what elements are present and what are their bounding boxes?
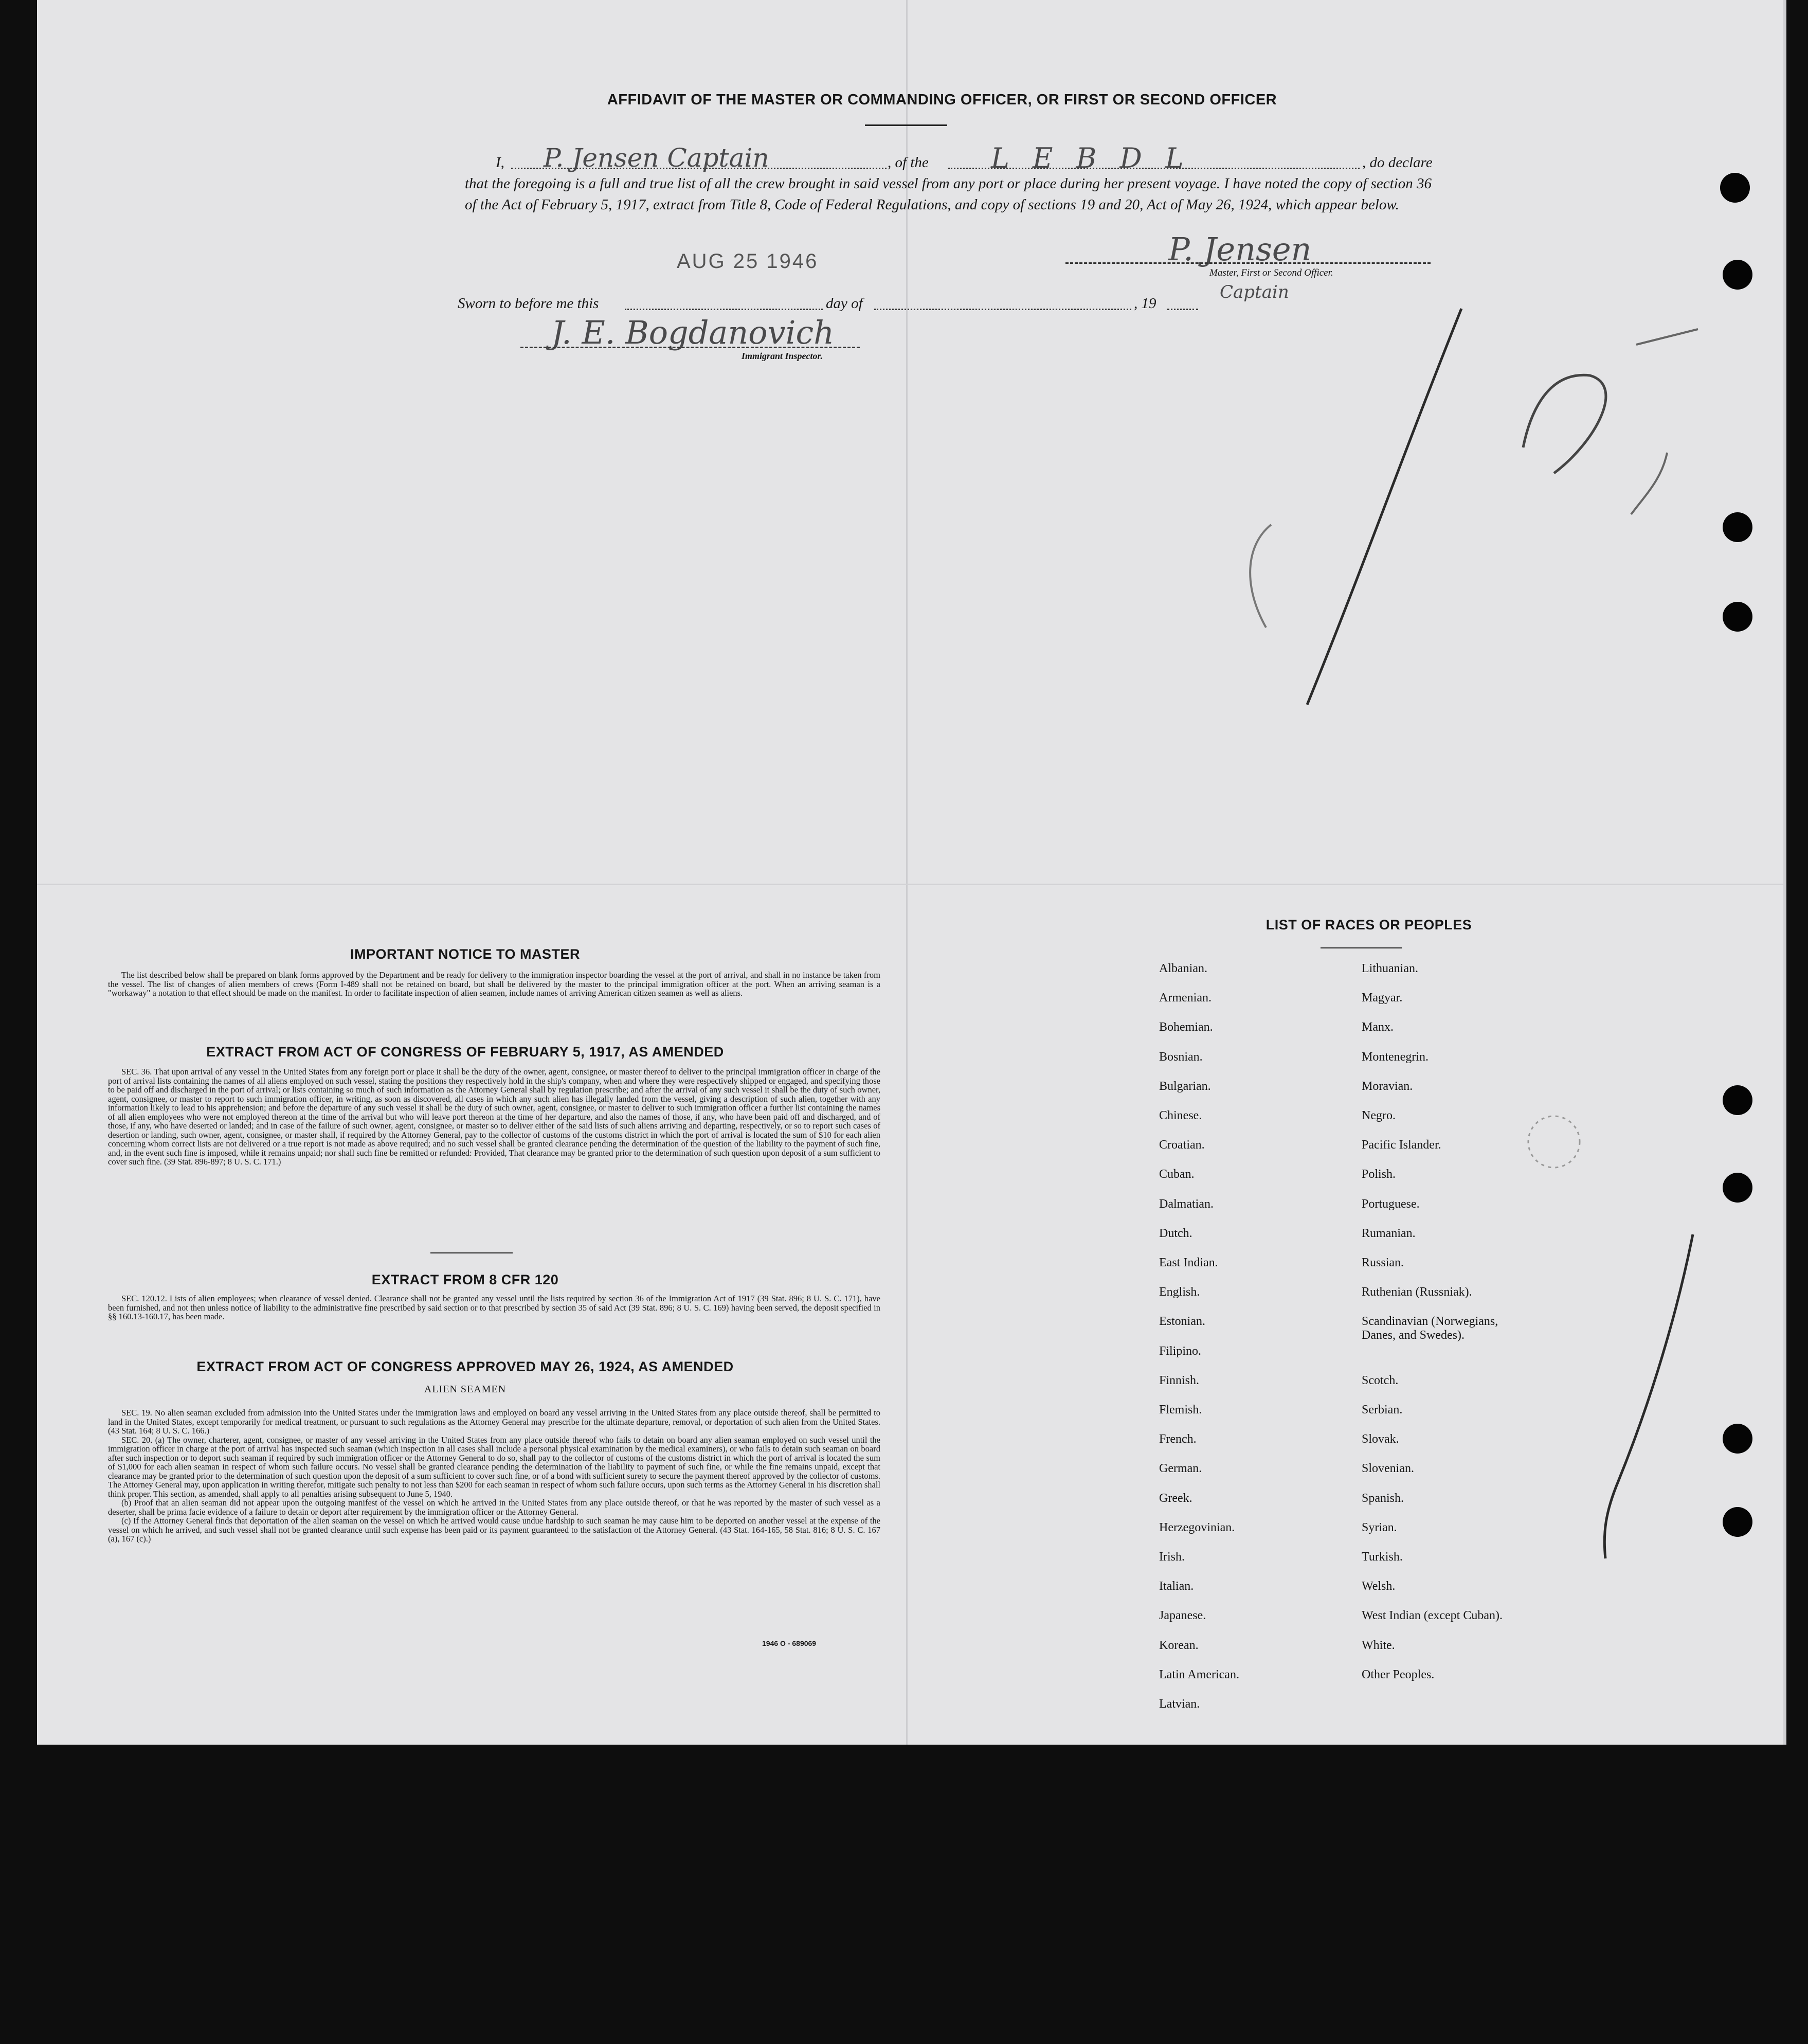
race-item: Italian. [1159,1580,1194,1593]
race-item: Ruthenian (Russniak). [1362,1285,1472,1299]
race-item: Portuguese. [1362,1197,1420,1211]
pen-stroke-1 [1307,309,1461,705]
pen-stroke-5 [1604,1234,1693,1558]
race-item: Turkish. [1362,1550,1403,1564]
pen-stroke-4 [1631,329,1698,514]
pen-stroke-3 [1523,375,1606,473]
race-item: Scotch. [1362,1373,1399,1387]
race-item: Russian. [1362,1256,1404,1269]
race-item: Montenegrin. [1362,1050,1429,1064]
handwritten-annotations [37,0,1783,1745]
races-title: LIST OF RACES OR PEOPLES [1265,917,1472,933]
race-item: Scandinavian (Norwegians, Danes, and Swedes). [1362,1315,1498,1342]
race-item: Herzegovinian. [1159,1520,1235,1534]
race-item: Moravian. [1362,1079,1413,1093]
race-item: Finnish. [1159,1373,1200,1387]
race-item: Filipino. [1159,1344,1202,1358]
year-label: , 19 [1134,295,1156,312]
race-item: West Indian (except Cuban). [1362,1609,1503,1623]
race-item: Bulgarian. [1159,1079,1211,1093]
print-code: 1946 O - 689069 [762,1639,817,1647]
officer-signature: P. Jensen [1168,230,1312,268]
race-item: Magyar. [1362,991,1403,1005]
punch-hole [1723,1085,1752,1115]
race-item: Rumanian. [1362,1226,1416,1240]
pen-stroke-2 [1250,525,1271,627]
do-declare-label: , do declare [1362,154,1433,171]
race-item: English. [1159,1285,1200,1299]
race-item: Croatian. [1159,1138,1205,1152]
i-label: I, [496,154,504,171]
race-item: Latvian. [1159,1697,1200,1711]
race-item: Flemish. [1159,1403,1202,1417]
inspector-label: Immigrant Inspector. [742,351,823,361]
race-item: Estonian. [1159,1315,1205,1329]
race-item: Bohemian. [1159,1020,1213,1034]
punch-hole [1723,602,1752,632]
punch-hole [1723,1173,1752,1203]
extract-1924-title: EXTRACT FROM ACT OF CONGRESS APPROVED MAY 26, 1924, AS AMENDED [196,1359,734,1374]
race-item: Korean. [1159,1638,1199,1652]
affidavit-body: that the foregoing is a full and true list of all the crew brought in said vessel from any port or place during her present voyage. I have noted the copy of section 36 of the Act of February 5, 1917, extract from Title 8, Code of Federal Regulations, and copy of sections 19 and 20, Act of May 26, 1924, which appear below. [465,175,1432,213]
race-item: Greek. [1159,1491,1192,1505]
race-item: Cuban. [1159,1168,1195,1181]
extract-1917-title: EXTRACT FROM ACT OF CONGRESS OF FEBRUARY 5, 1917, AS AMENDED [206,1044,724,1060]
extract-1924-text: SEC. 19. No alien seaman excluded from admission into the United States under the immigration laws and employed on board any vessel arriving in the United States from any place outside thereof, shall be permitted to land in the United States, except temporarily for medical treatment, or pursuant to such regulations as the Attorney General may prescribe for the ultimate departure, removal, or deportation of such alien from the United States. (43 Stat. 164; 8 U. S. C. 166.) SEC. 20. (a) The owner, charterer, agent, consignee, or master of any vessel arriving in the United States from any place outside thereof who fails to detain on board any alien seaman employed on such vessel until the immigration officer in charge at the port of arrival has inspected such seaman (which inspection in all cases shall include a personal physical examination by the medical examiners), or who fails to detain such seaman on board after such inspection or to deport such seaman if required by such immigration officer or the Attorney General to do so, shall pay to the collector of customs of the customs district in which the port of arrival is located the sum of $1,000 for each alien seaman in respect of whom such failure occurs. No vessel shall be granted clearance pending the determination of the liability to payment of such fine, or while the fine remains unpaid, except that clearance may be granted prior to the determination of such question upon the deposit of a sum sufficient to cover such fine, or of a bond with sufficient surety to secure the payment thereof approved by the collector of customs. The Attorney General may, upon application in writing therefor, mitigate such penalty to not less than $200 for each seaman in respect of whom such failure occurs, upon such terms as the Attorney General in his discretion shall think proper. This section, as amended, shall apply to all penalties arising subsequent to June 5, 1940. (b) Proof that an alien seaman did not appear upon the outgoing manifest of the vessel on which he arrived in the United States from any place outside thereof, or that he was reported by the master of such vessel as a deserter, shall be prima facie evidence of a failure to detain or deport after requirement by the immigration officer or the Attorney General. (c) If the Attorney General finds that deportation of the alien seaman on the vessel on which he arrived would cause undue hardship to such seaman he may cause him to be deported on another vessel at the expense of the vessel on which he arrived, and such vessel shall not be granted clearance until such expense has been paid or its payment guaranteed to the satisfaction of the Attorney General. (43 Stat. 164-165, 58 Stat. 816; 8 U. S. C. 167 (a), 167 (c).) [108,1408,880,1544]
race-item: Irish. [1159,1550,1185,1564]
date-stamp: AUG 25 1946 [677,250,819,273]
race-item: Chinese. [1159,1109,1202,1122]
captain-name-handwritten: P. Jensen Captain [544,143,769,173]
punch-hole [1723,512,1752,542]
notice-text: The list described below shall be prepared on blank forms approved by the Department and be ready for delivery to the immigration inspector boarding the vessel at the port of arrival, and shall in no instance be taken from the vessel. The list of changes of alien members of crews (Form I-489 shall not be retained on board, but shall be delivered by the master to the principal immigration officer at the port. When an arriving seaman is a "workaway" a notation to that effect should be made on the manifest. In order to facilitate inspection of alien seamen, include names of arriving American citizen seamen as well as aliens. [108,970,880,998]
vessel-name-handwritten: L E B D L [991,142,1191,174]
race-item: Japanese. [1159,1609,1206,1623]
race-item: Slovak. [1362,1432,1399,1446]
punch-hole [1723,1507,1752,1537]
race-item: Serbian. [1362,1403,1403,1417]
race-item: French. [1159,1432,1197,1446]
manifest-page [37,0,1786,1745]
inspector-signature: J. E. Bogdanovich [551,314,835,351]
day-of-label: day of [826,295,863,312]
punch-hole [1723,1424,1752,1454]
race-item: Negro. [1362,1109,1396,1122]
notice-title: IMPORTANT NOTICE TO MASTER [350,946,580,962]
race-item: Armenian. [1159,991,1212,1005]
alien-seamen-subtitle: ALIEN SEAMEN [424,1384,507,1395]
of-the-label: , of the [888,154,929,171]
race-item: Dutch. [1159,1226,1192,1240]
race-item: German. [1159,1462,1202,1476]
punch-hole [1723,260,1752,290]
extract-cfr-text: SEC. 120.12. Lists of alien employees; when clearance of vessel denied. Clearance shall not be granted any vessel until the lists required by section 36 of the Immigration Act of 1917 (39 Stat. 896; 8 U. S. C. 171), have been furnished, and not then unless notice of liability to the administrative fine prescribed by said section or to that prescribed by section 35 of said Act (39 Stat. 896; 8 U. S. C. 169) having been served, the deposit specified in §§ 160.13-160.17, has been made. [108,1294,880,1321]
faint-seal [1528,1116,1580,1168]
race-item: Latin American. [1159,1668,1239,1681]
race-item: Pacific Islander. [1362,1138,1441,1152]
race-item: Other Peoples. [1362,1668,1435,1681]
race-item: Bosnian. [1159,1050,1203,1064]
extract-cfr-title: EXTRACT FROM 8 CFR 120 [371,1272,559,1287]
officer-label: Master, First or Second Officer. [1209,267,1333,278]
race-item: Lithuanian. [1362,962,1418,975]
race-item: Slovenian. [1362,1462,1414,1476]
race-item: Spanish. [1362,1491,1404,1505]
punch-hole [1720,173,1750,203]
race-item: Dalmatian. [1159,1197,1214,1211]
race-item: Albanian. [1159,962,1207,975]
officer-title-handwritten: Captain [1220,282,1289,302]
race-item: Polish. [1362,1168,1396,1181]
extract-1917-text: SEC. 36. That upon arrival of any vessel in the United States from any foreign port or place it shall be the duty of the owner, agent, consignee, or master thereof to deliver to the principal immigration officer in charge of the port of arrival lists containing the names of all aliens employed on such vessel, stating the positions they respectively hold in the ship's company, when and where they were respectively shipped or engaged, and specifying those to be paid off and discharged in the port of arrival; or lists containing so much of such information as the Attorney General shall by regulation prescribe; and after the arrival of any such vessel it shall be the duty of such owner, agent, consignee, or master to report to such immigration officer, in writing, as soon as discovered, all cases in which any such alien has illegally landed from the vessel, giving a description of such alien, together with any information likely to lead to his apprehension; and before the departure of any such vessel it shall be the duty of such owner, agent, consignee, or master to deliver to such immigration officer a further list containing the names of all alien employees who were not employed thereon at the time of the arrival but who will leave port thereon at the time of her departure, and also the names of those, if any, who have been paid off and discharged, and of those, if any, who have deserted or landed; and in case of the failure of such owner, agent, consignee, or master so to deliver either of the said lists of such aliens arriving and departing, respectively, or so to report such cases of desertion or landing, such owner, agent, consignee, or master shall, if required by the Attorney General, pay to the collector of customs of the customs district in which the port of arrival is located the sum of $10 for each alien concerning whom correct lists are not delivered or a true report is not made as above required; and no such vessel shall be granted clearance pending the determination of the question of the liability to the payment of such fine, and, in the event such fine is imposed, while it remains unpaid; nor shall such fine be remitted or refunded: Provided, That clearance may be granted prior to the determination of such question upon deposit of a sum sufficient to cover such fine. (39 Stat. 896-897; 8 U. S. C. 171.) [108,1067,880,1167]
race-item: Welsh. [1362,1580,1396,1593]
race-item: East Indian. [1159,1256,1218,1269]
affidavit-title: AFFIDAVIT OF THE MASTER OR COMMANDING OFFICER, OR FIRST OR SECOND OFFICER [607,92,1277,108]
sworn-label: Sworn to before me this [458,295,599,312]
race-item: White. [1362,1638,1395,1652]
race-item: Syrian. [1362,1520,1397,1534]
race-item: Manx. [1362,1020,1394,1034]
